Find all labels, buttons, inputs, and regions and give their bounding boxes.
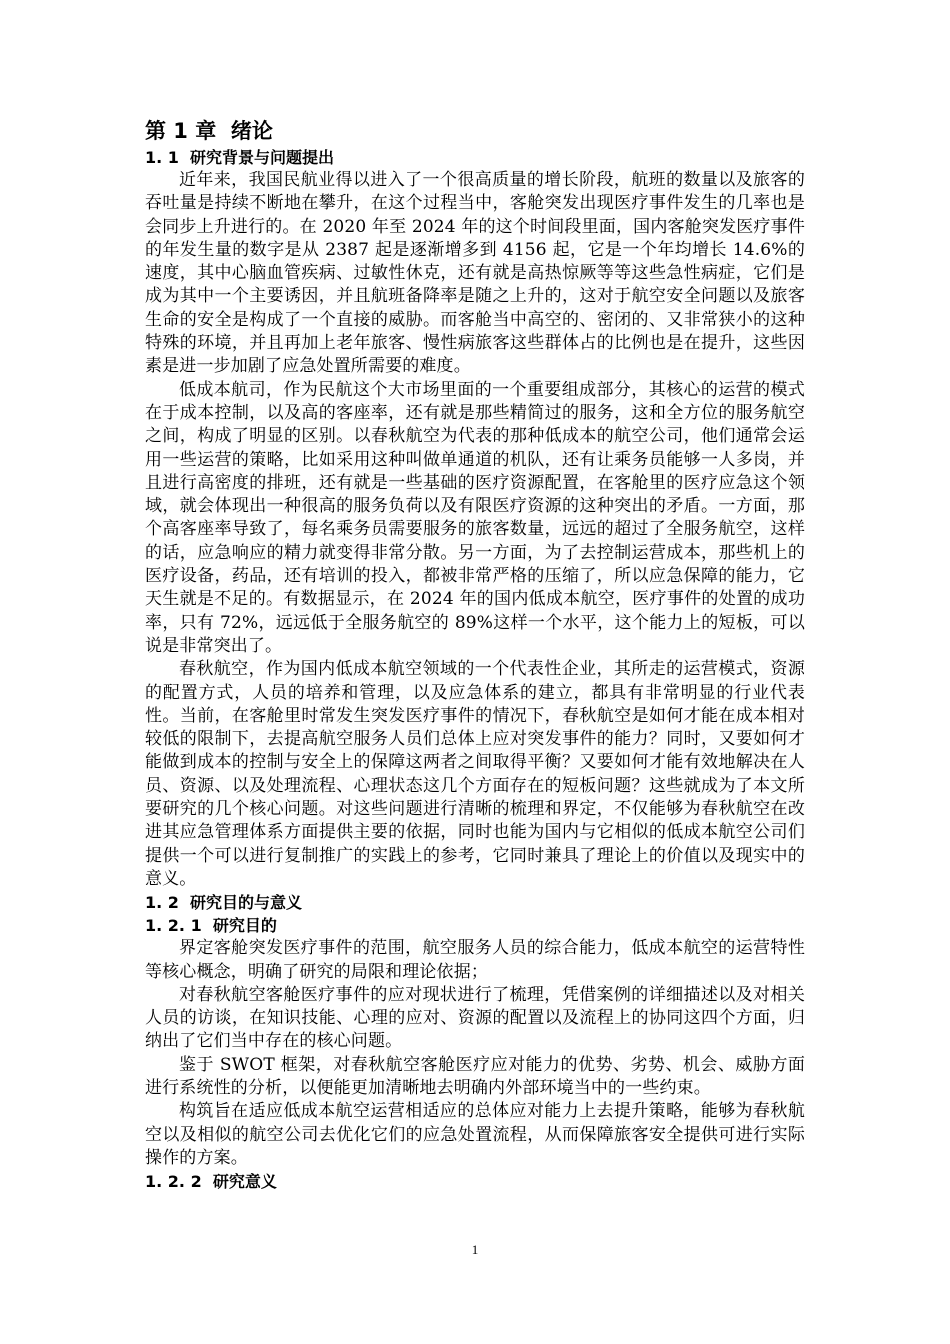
page-body [145,116,805,1193]
paragraph-aim-4: 构筑旨在适应低成本航空运营相适应的总体应对能力上去提升策略，能够为春秋航空以及相似的航空公司去优化它们的应急处置流程，从而保障旅客安全提供可进行实际操作的方案。 [145,1101,805,1168]
page-number: 1 [471,1242,479,1257]
paragraph-aim-1: 界定客舱突发医疗事件的范围，航空服务人员的综合能力，低成本航空的运营特性等核心概念，明确了研究的局限和理论依据； [145,938,805,982]
section-heading-1-1: 1. 1 研究背景与问题提出 [145,148,335,167]
paragraph-background-1: 近年来，我国民航业得以进入了一个很高质量的增长阶段，航班的数量以及旅客的吞吐量是持续不断地在攀升，在这个过程当中，客舱突发出现医疗事件发生的几率也是会同步上升进行的。在 2020 年至 2024 年的这个时间段里面，国内客舱突发医疗事件的年发生量的数字是从 2387 起是逐渐增多到 4156 起，它是一个年均增长 14.6%的速度，其中心脑血管疾病、过敏性休克，还有就是高热惊厥等等这些急性病症，它们是成为其中一个主要诱因，并且航班备降率是随之上升的，这对于航空安全问题以及旅客生命的安全是构成了一个直接的威胁。而客舱当中高空的、密闭的、又非常狭小的这种特殊的环境，并且再加上老年旅客、慢性病旅客这些群体占的比例也是在提升，这些因素是进一步加剧了应急处置所需要的难度。 [145,170,805,377]
paragraph-aim-2: 对春秋航空客舱医疗事件的应对现状进行了梳理，凭借案例的详细描述以及对相关人员的访谈，在知识技能、心理的应对、资源的配置以及流程上的协同这四个方面，归纳出了它们当中存在的核心问题。 [145,984,805,1052]
section-heading-1-2: 1. 2 研究目的与意义 [145,893,303,913]
subsection-heading-1-2-2: 1. 2. 2 研究意义 [145,1172,277,1192]
chapter-title: 第 1 章 绪论 [145,119,273,143]
paragraph-background-3: 春秋航空，作为国内低成本航空领域的一个代表性企业，其所走的运营模式，资源的配置方式，人员的培养和管理，以及应急体系的建立，都具有非常明显的行业代表性。当前，在客舱里时常发生突发医疗事件的情况下，春秋航空是如何才能在成本相对较低的限制下，去提高航空服务人员们总体上应对突发事件的能力？同时，又要如何才能做到成本的控制与安全上的保障这两者之间取得平衡？又要如何才能有效地解决在人员、资源、以及处理流程、心理状态这几个方面存在的短板问题？这些就成为了本文所要研究的几个核心问题。对这些问题进行清晰的梳理和界定，不仅能够为春秋航空在改进其应急管理体系方面提供主要的依据，同时也能为国内与它相似的低成本航空公司们提供一个可以进行复制推广的实践上的参考，它同时兼具了理论上的价值以及现实中的意义。 [145,659,805,889]
paragraph-background-2: 低成本航司，作为民航这个大市场里面的一个重要组成部分，其核心的运营的模式在于成本控制，以及高的客座率，还有就是那些精简过的服务，这和全方位的服务航空之间，构成了明显的区别。以春秋航空为代表的那种低成本的航空公司，他们通常会运用一些运营的策略，比如采用这种叫做单通道的机队，还有让乘务员能够一人多岗，并且进行高密度的排班，还有就是一些基础的医疗资源配置，在客舱里的医疗应急这个领域，就会体现出一种很高的服务负荷以及有限医疗资源的这种突出的矛盾。一方面，那个高客座率导致了，每名乘务员需要服务的旅客数量，远远的超过了全服务航空，这样的话，应急响应的精力就变得非常分散。另一方面，为了去控制运营成本，那些机上的医疗设备，药品，还有培训的投入，都被非常严格的压缩了，所以应急保障的能力，它天生就是不足的。有数据显示，在 2024 年的国内低成本航空，医疗事件的处置的成功率，只有 72%，远远低于全服务航空的 89%这样一个水平，这个能力上的短板，可以说是非常突出了。 [145,379,805,656]
paragraph-aim-3: 鉴于 SWOT 框架，对春秋航空客舱医疗应对能力的优势、劣势、机会、威胁方面进行系统性的分析，以便能更加清晰地去明确内外部环境当中的一些约束。 [145,1054,805,1098]
subsection-heading-1-2-1: 1. 2. 1 研究目的 [145,916,277,936]
